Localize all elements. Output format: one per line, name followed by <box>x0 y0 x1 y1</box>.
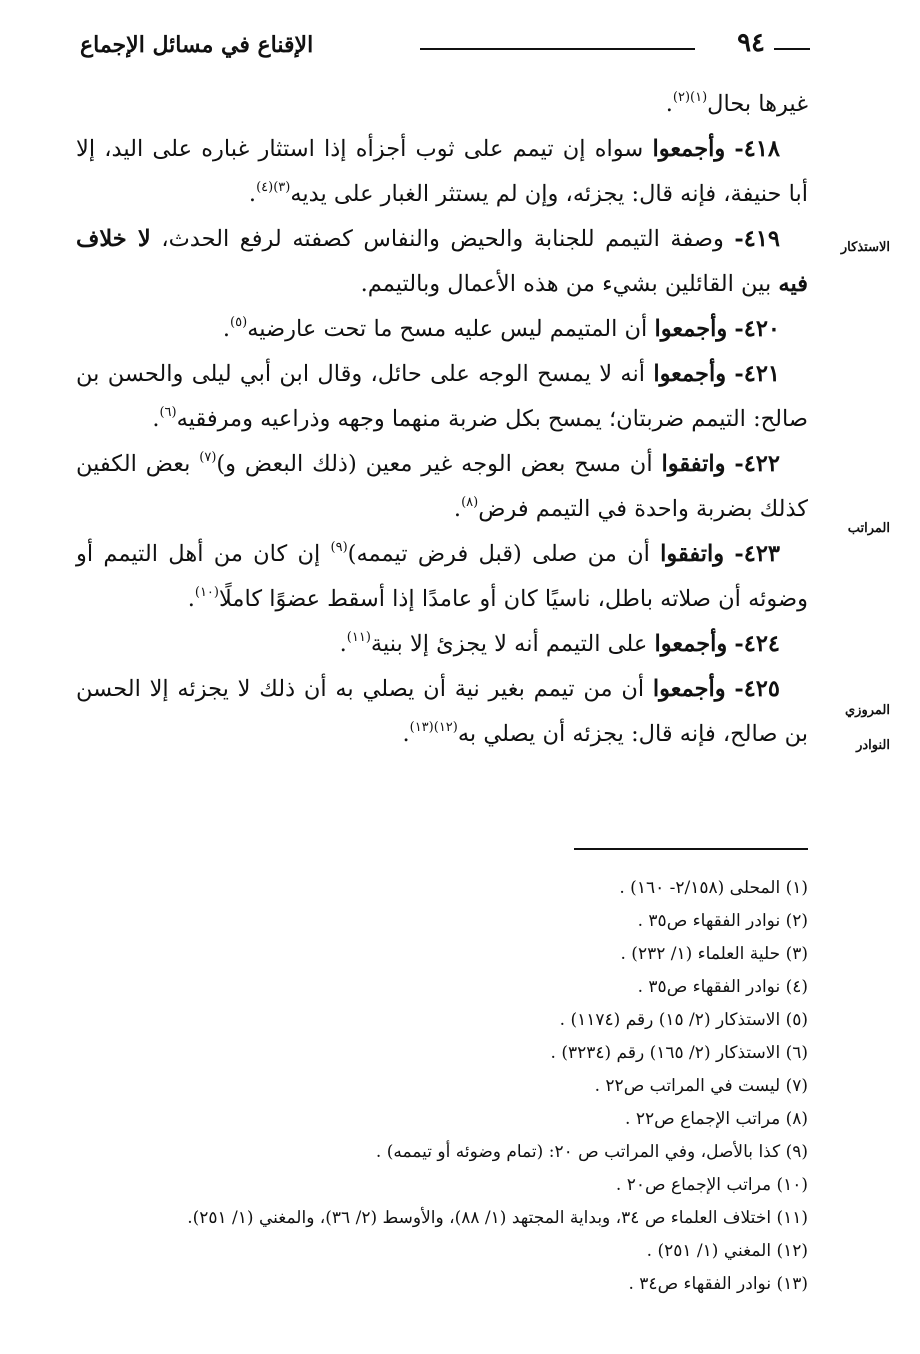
paragraph-number: ٤١٩- <box>734 226 781 252</box>
page-header <box>80 28 810 76</box>
paragraph-422: ٤٢٢- واتفقوا أن مسح بعض الوجه غير معين (ذلك البعض و)$^{(٧)}$ بعض الكفين كذلك بضربة واحدة في التيمم فرض$^{(٨)}$. <box>76 450 808 522</box>
paragraph-text: بين القائلين بشيء من هذه الأعمال وبالتيمم. <box>360 271 772 297</box>
paragraph-number: ٤١٨- <box>734 136 781 162</box>
footnote-ref: (١١) <box>346 630 371 645</box>
page-number: ٩٤ <box>737 28 765 58</box>
paragraph-continuation: غيرها بحال$^{(١)(٢)}$. <box>665 90 808 117</box>
paragraph-421: ٤٢١- وأجمعوا أنه لا يمسح الوجه على حائل، وقال ابن أبي ليلى والحسن بن صالح: التيمم ضربتان؛ يمسح بكل ضربة منهما وجهه وذراعيه ومرفقيه$^{(٦)}$. <box>76 361 808 432</box>
footnote-ref: (١)(٢) <box>672 90 708 105</box>
footnote-ref: (١٠) <box>194 585 219 600</box>
paragraph-number: ٤٢٤- <box>734 631 780 657</box>
keyword: وأجمعوا <box>652 676 726 702</box>
footnote-ref: (٦) <box>159 405 177 420</box>
paragraph-text: بعض الكفين كذلك بضربة واحدة في التيمم فرض <box>76 451 808 522</box>
footnote-12: (١٢) المغني (١/ ٢٥١) . <box>646 1241 808 1261</box>
keyword: وأجمعوا <box>654 631 728 657</box>
footnote-11: (١١) اختلاف العلماء ص ٣٤، وبداية المجتهد (١/ ٨٨)، والأوسط (٢/ ٣٦)، والمغني (١/ ٢٥١). <box>187 1208 808 1228</box>
paragraph-text: إن كان من أهل التيمم أو وضوئه أن صلاته باطل، ناسيًا كان أو عامدًا إذا أسقط عضوًا كاملًا <box>76 541 808 612</box>
paragraph-text: أن من صلى (قبل فرض تيممه) <box>347 541 650 567</box>
footnotes <box>60 872 808 1301</box>
footnote-ref: (٥) <box>230 315 248 330</box>
book-title: الإقناع في مسائل الإجماع <box>80 32 314 58</box>
footnote-4: (٤) نوادر الفقهاء ص٣٥ . <box>637 977 808 997</box>
paragraph-number: ٤٢١- <box>734 361 780 387</box>
margin-note-nawadir: النوادر <box>856 738 890 753</box>
footnote-ref: (١٢)(١٣) <box>409 720 458 735</box>
keyword: واتفقوا <box>661 451 726 477</box>
keyword: وأجمعوا <box>653 361 727 387</box>
keyword: واتفقوا <box>660 541 725 567</box>
margin-note-marwazi: المروزي <box>845 703 890 718</box>
paragraph-419 <box>76 217 808 307</box>
footnote-6: (٦) الاستذكار (٢/ ١٦٥) رقم (٣٢٣٤) . <box>550 1043 808 1063</box>
paragraph-text: سواه إن تيمم على ثوب أجزأه إذا استثار غباره على اليد، إلا أبا حنيفة، فإنه قال: يجزئه، وإن لم يستثر الغبار على يديه <box>76 136 808 207</box>
keyword: وأجمعوا <box>652 136 726 162</box>
footnote-10: (١٠) مراتب الإجماع ص٢٠ . <box>615 1175 808 1195</box>
footnote-5: (٥) الاستذكار (٢/ ١٥) رقم (١١٧٤) . <box>559 1010 808 1030</box>
paragraph-423: ٤٢٣- واتفقوا أن من صلى (قبل فرض تيممه)$^{(٩)}$ إن كان من أهل التيمم أو وضوئه أن صلاته باطل، ناسيًا كان أو عامدًا إذا أسقط عضوًا كاملًا$^{(١٠)}$. <box>76 540 808 612</box>
footnote-ref: (٩) <box>330 540 348 555</box>
paragraph-425: ٤٢٥- وأجمعوا أن من تيمم بغير نية أن يصلي به أن ذلك لا يجزئه إلا الحسن بن صالح، فإنه قال: يجزئه أن يصلي به$^{(١٢)(١٣)}$. <box>76 676 808 747</box>
paragraph-text: أن المتيمم ليس عليه مسح ما تحت عارضيه <box>247 316 648 342</box>
paragraph-text: أن من تيمم بغير نية أن يصلي به أن ذلك لا يجزئه إلا الحسن بن صالح، فإنه قال: يجزئه أن يصلي به <box>76 676 808 747</box>
paragraph-text: وصفة التيمم للجنابة والحيض والنفاس كصفته لرفع الحدث، <box>161 226 724 252</box>
paragraph-text: أنه لا يمسح الوجه على حائل، وقال ابن أبي ليلى والحسن بن صالح: التيمم ضربتان؛ يمسح بكل ضربة منهما وجهه وذراعيه ومرفقيه <box>76 361 808 432</box>
footnote-separator <box>574 848 808 850</box>
header-rule-right <box>774 48 810 50</box>
footnote-2: (٢) نوادر الفقهاء ص٣٥ . <box>637 911 808 931</box>
footnote-1: (١) المحلى (٢/١٥٨- ١٦٠) . <box>619 878 808 898</box>
header-rule-middle <box>420 48 695 50</box>
paragraph-number: ٤٢٣- <box>734 541 781 567</box>
footnote-ref: (٧) <box>199 450 217 465</box>
paragraph-number: ٤٢٠- <box>734 316 780 342</box>
paragraph-number: ٤٢٢- <box>734 451 780 477</box>
margin-note-maratib: المراتب <box>847 521 890 536</box>
paragraph-424: ٤٢٤- وأجمعوا على التيمم أنه لا يجزئ إلا بنية$^{(١١)}$. <box>339 630 780 657</box>
keyword: وأجمعوا <box>654 316 728 342</box>
footnote-7: (٧) ليست في المراتب ص٢٢ . <box>594 1076 808 1096</box>
paragraph-text: أن مسح بعض الوجه غير معين (ذلك البعض و) <box>216 451 653 477</box>
keyword: لا خلاف فيه <box>76 226 808 297</box>
margin-note-istidhkar: الاستذكار <box>840 240 890 255</box>
paragraph-number: ٤٢٥- <box>734 676 780 702</box>
paragraph-text: غيرها بحال <box>707 91 808 117</box>
footnote-3: (٣) حلية العلماء (١/ ٢٣٢) . <box>620 944 808 964</box>
footnote-8: (٨) مراتب الإجماع ص٢٢ . <box>625 1109 808 1129</box>
main-text <box>76 82 808 757</box>
footnote-ref: (٣)(٤) <box>256 180 291 195</box>
footnote-ref: (٨) <box>461 495 479 510</box>
footnote-13: (١٣) نوادر الفقهاء ص٣٤ . <box>628 1274 808 1294</box>
paragraph-418: ٤١٨- وأجمعوا سواه إن تيمم على ثوب أجزأه إذا استثار غباره على اليد، إلا أبا حنيفة، فإنه قال: يجزئه، وإن لم يستثر الغبار على يديه$^{(٣)(٤)}$. <box>76 136 808 207</box>
footnote-9: (٩) كذا بالأصل، وفي المراتب ص ٢٠: (تمام وضوئه أو تيممه) . <box>375 1142 808 1162</box>
paragraph-420: ٤٢٠- وأجمعوا أن المتيمم ليس عليه مسح ما تحت عارضيه$^{(٥)}$. <box>222 315 780 342</box>
paragraph-text: على التيمم أنه لا يجزئ إلا بنية <box>370 631 648 657</box>
